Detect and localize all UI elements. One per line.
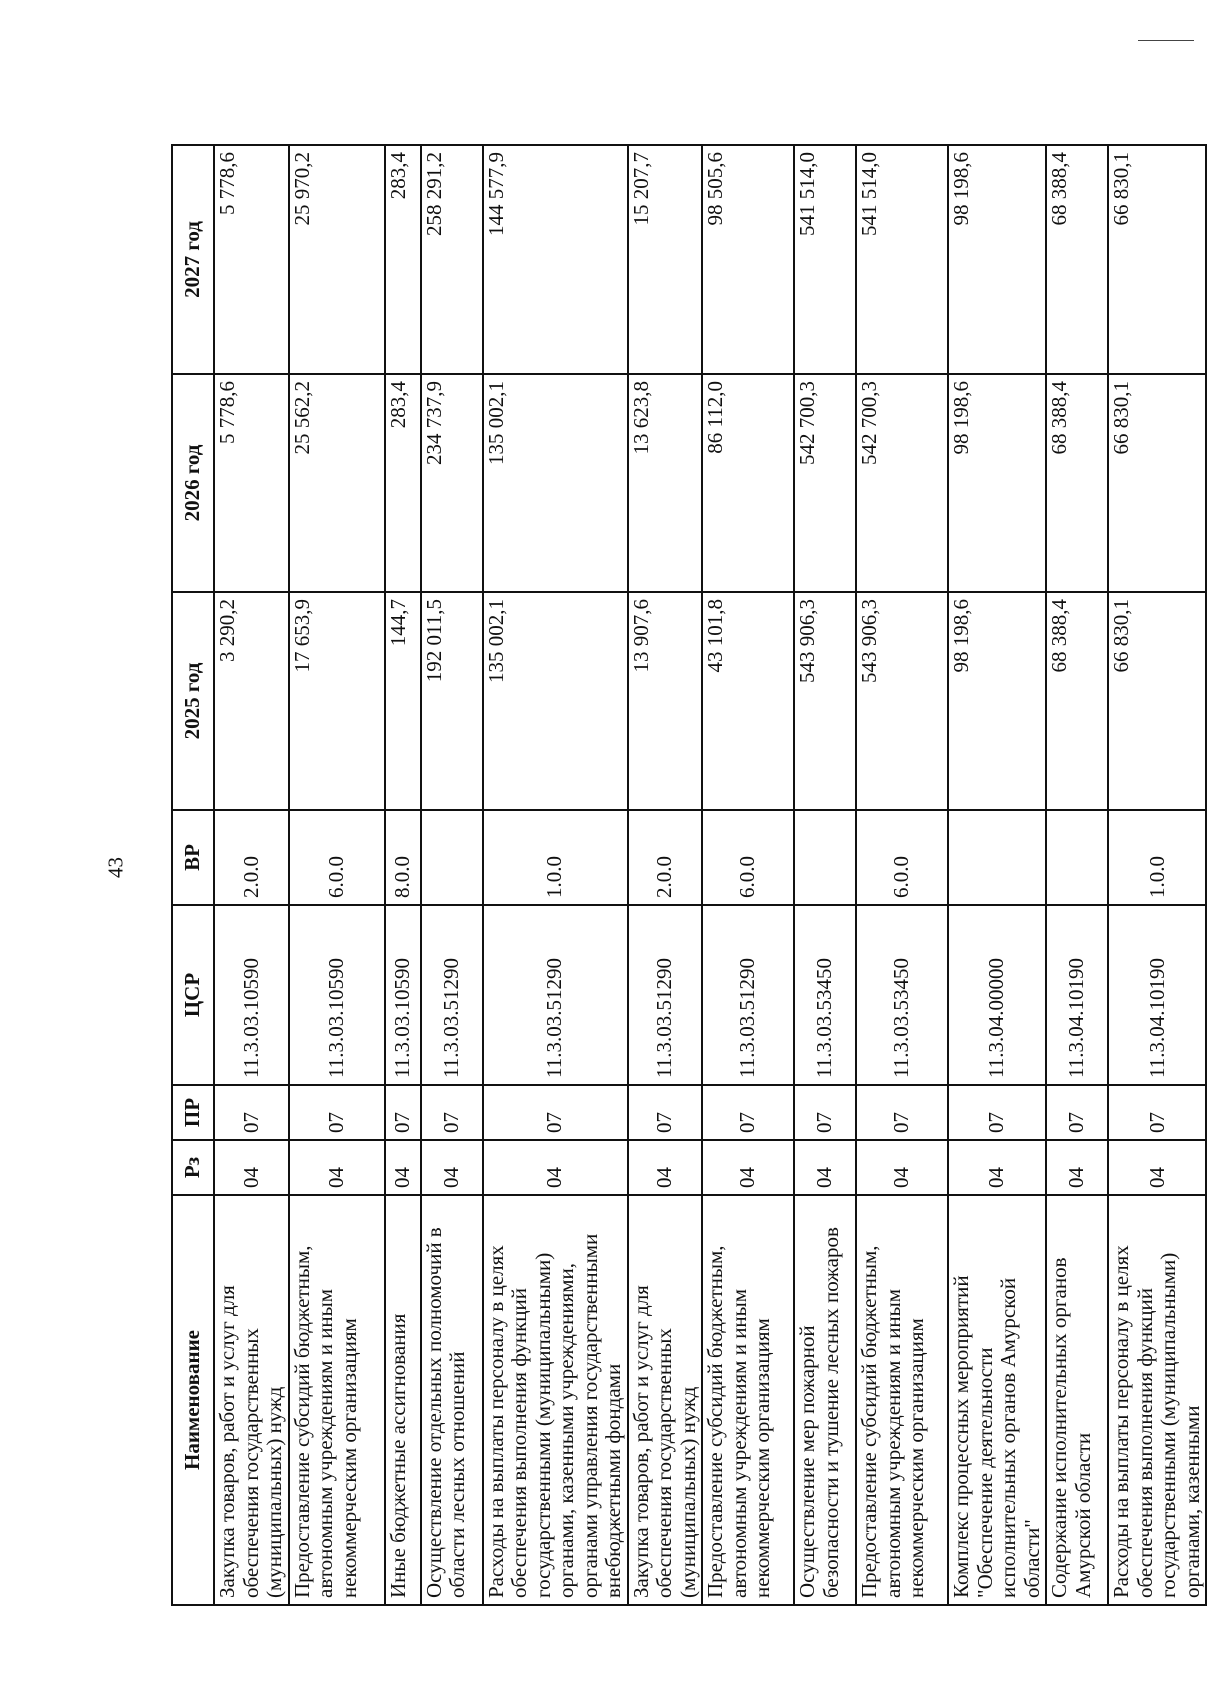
row-2027: 144 577,9 <box>483 145 628 374</box>
row-2026: 234 737,9 <box>421 374 483 592</box>
row-pr: 07 <box>214 1085 289 1140</box>
row-csr: 11.3.03.53450 <box>856 905 948 1085</box>
table-row <box>856 145 948 1605</box>
row-2026: 135 002,1 <box>483 374 628 592</box>
row-pr: 07 <box>421 1085 483 1140</box>
table-row <box>794 145 856 1605</box>
page-number: 43 <box>103 857 128 878</box>
row-name: Предоставление субсидий бюджетным, автономным учреждениям и иным некоммерческим организациям <box>856 1195 948 1605</box>
header-vr: ВР <box>172 810 214 905</box>
row-vr <box>421 810 483 905</box>
table-row <box>214 145 289 1605</box>
row-csr: 11.3.04.10190 <box>1046 905 1108 1085</box>
row-name: Расходы на выплаты персоналу в целях обеспечения выполнения функций государственными (муниципальными) органами, казенными <box>1108 1195 1206 1605</box>
row-pr: 07 <box>1046 1085 1108 1140</box>
row-2025: 144,7 <box>385 592 421 810</box>
row-name: Осуществление отдельных полномочий в области лесных отношений <box>421 1195 483 1605</box>
row-2026: 25 562,2 <box>289 374 385 592</box>
table-row <box>702 145 794 1605</box>
row-2025: 17 653,9 <box>289 592 385 810</box>
row-pr: 07 <box>856 1085 948 1140</box>
row-vr: 6.0.0 <box>702 810 794 905</box>
row-vr: 2.0.0 <box>214 810 289 905</box>
row-vr: 1.0.0 <box>1108 810 1206 905</box>
row-vr <box>794 810 856 905</box>
row-2025: 13 907,6 <box>628 592 703 810</box>
row-2026: 66 830,1 <box>1108 374 1206 592</box>
header-2026: 2026 год <box>172 374 214 592</box>
table-row <box>385 145 421 1605</box>
table-row <box>1046 145 1108 1605</box>
row-name: Закупка товаров, работ и услуг для обеспечения государственных (муниципальных) нужд <box>628 1195 703 1605</box>
row-2027: 258 291,2 <box>421 145 483 374</box>
row-vr: 6.0.0 <box>289 810 385 905</box>
row-2027: 25 970,2 <box>289 145 385 374</box>
row-rz: 04 <box>483 1140 628 1195</box>
budget-table <box>171 144 1207 1606</box>
row-2026: 13 623,8 <box>628 374 703 592</box>
header-rz: Рз <box>172 1140 214 1195</box>
row-vr: 2.0.0 <box>628 810 703 905</box>
row-rz: 04 <box>1108 1140 1206 1195</box>
row-csr: 11.3.03.51290 <box>628 905 703 1085</box>
row-pr: 07 <box>794 1085 856 1140</box>
row-2026: 5 778,6 <box>214 374 289 592</box>
row-vr <box>948 810 1046 905</box>
row-2027: 98 505,6 <box>702 145 794 374</box>
row-rz: 04 <box>289 1140 385 1195</box>
row-2025: 43 101,8 <box>702 592 794 810</box>
table-row <box>421 145 483 1605</box>
row-csr: 11.3.03.10590 <box>214 905 289 1085</box>
table-row <box>483 145 628 1605</box>
table-header-row <box>172 145 214 1605</box>
rotated-table-wrapper <box>171 146 1204 1606</box>
row-rz: 04 <box>421 1140 483 1195</box>
row-2025: 98 198,6 <box>948 592 1046 810</box>
row-name: Закупка товаров, работ и услуг для обеспечения государственных (муниципальных) нужд <box>214 1195 289 1605</box>
row-csr: 11.3.03.10590 <box>289 905 385 1085</box>
row-2027: 68 388,4 <box>1046 145 1108 374</box>
row-csr: 11.3.03.53450 <box>794 905 856 1085</box>
row-rz: 04 <box>794 1140 856 1195</box>
table-row <box>289 145 385 1605</box>
row-csr: 11.3.03.51290 <box>421 905 483 1085</box>
table-row <box>628 145 703 1605</box>
row-pr: 07 <box>948 1085 1046 1140</box>
row-pr: 07 <box>702 1085 794 1140</box>
row-pr: 07 <box>289 1085 385 1140</box>
row-csr: 11.3.03.10590 <box>385 905 421 1085</box>
row-2026: 98 198,6 <box>948 374 1046 592</box>
row-name: Предоставление субсидий бюджетным, автономным учреждениям и иным некоммерческим организациям <box>289 1195 385 1605</box>
row-pr: 07 <box>385 1085 421 1140</box>
row-name: Комплекс процессных мероприятий "Обеспечение деятельности исполнительных органов Амурской области" <box>948 1195 1046 1605</box>
row-2025: 543 906,3 <box>856 592 948 810</box>
row-name: Иные бюджетные ассигнования <box>385 1195 421 1605</box>
row-rz: 04 <box>702 1140 794 1195</box>
row-2027: 66 830,1 <box>1108 145 1206 374</box>
header-2025: 2025 год <box>172 592 214 810</box>
row-2025: 3 290,2 <box>214 592 289 810</box>
row-2027: 541 514,0 <box>794 145 856 374</box>
table-row <box>1108 145 1206 1605</box>
row-csr: 11.3.03.51290 <box>702 905 794 1085</box>
row-csr: 11.3.03.51290 <box>483 905 628 1085</box>
row-vr <box>1046 810 1108 905</box>
row-pr: 07 <box>1108 1085 1206 1140</box>
header-2027: 2027 год <box>172 145 214 374</box>
row-2025: 68 388,4 <box>1046 592 1108 810</box>
row-name: Содержание исполнительных органов Амурской области <box>1046 1195 1108 1605</box>
row-2025: 192 011,5 <box>421 592 483 810</box>
row-pr: 07 <box>483 1085 628 1140</box>
table-row <box>948 145 1046 1605</box>
row-vr: 1.0.0 <box>483 810 628 905</box>
row-name: Осуществление мер пожарной безопасности и тушение лесных пожаров <box>794 1195 856 1605</box>
row-2026: 68 388,4 <box>1046 374 1108 592</box>
row-rz: 04 <box>1046 1140 1108 1195</box>
row-2026: 283,4 <box>385 374 421 592</box>
row-2027: 5 778,6 <box>214 145 289 374</box>
top-rule <box>1138 40 1194 41</box>
header-csr: ЦСР <box>172 905 214 1085</box>
row-2027: 541 514,0 <box>856 145 948 374</box>
row-2025: 135 002,1 <box>483 592 628 810</box>
row-2025: 543 906,3 <box>794 592 856 810</box>
row-rz: 04 <box>628 1140 703 1195</box>
row-rz: 04 <box>214 1140 289 1195</box>
row-2025: 66 830,1 <box>1108 592 1206 810</box>
row-rz: 04 <box>948 1140 1046 1195</box>
header-name: Наименование <box>172 1195 214 1605</box>
row-rz: 04 <box>856 1140 948 1195</box>
row-pr: 07 <box>628 1085 703 1140</box>
row-name: Предоставление субсидий бюджетным, автономным учреждениям и иным некоммерческим организациям <box>702 1195 794 1605</box>
row-csr: 11.3.04.10190 <box>1108 905 1206 1085</box>
row-vr: 8.0.0 <box>385 810 421 905</box>
row-vr: 6.0.0 <box>856 810 948 905</box>
row-name: Расходы на выплаты персоналу в целях обеспечения выполнения функций государственными (муниципальными) органами, казенными учреждениями, органами управления государственными внебюджетными фондами <box>483 1195 628 1605</box>
row-2027: 15 207,7 <box>628 145 703 374</box>
row-2026: 542 700,3 <box>856 374 948 592</box>
row-csr: 11.3.04.00000 <box>948 905 1046 1085</box>
row-rz: 04 <box>385 1140 421 1195</box>
row-2027: 283,4 <box>385 145 421 374</box>
header-pr: ПР <box>172 1085 214 1140</box>
row-2026: 542 700,3 <box>794 374 856 592</box>
row-2027: 98 198,6 <box>948 145 1046 374</box>
row-2026: 86 112,0 <box>702 374 794 592</box>
